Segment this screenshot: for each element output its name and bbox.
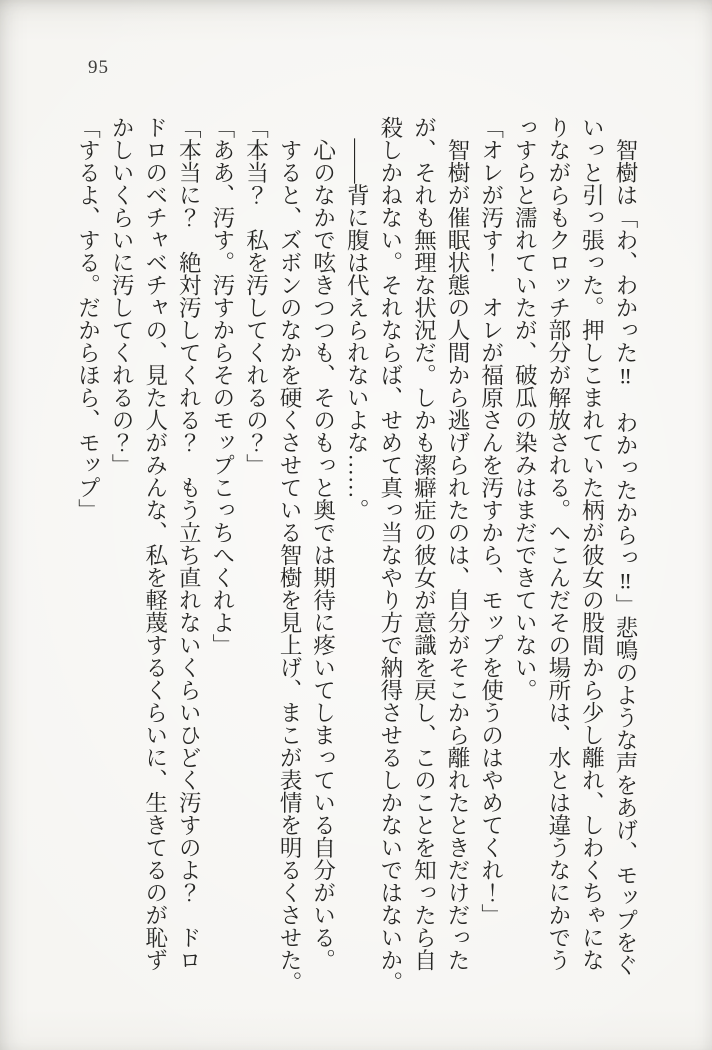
text-line: 「するよ、する。だからほら、モップ」 — [75, 116, 101, 521]
text-line: が、それも無理な状況だ。しかも潔癖症の彼女が意識を戻し、このことを知ったら自 — [411, 116, 437, 971]
page-number: 95 — [88, 57, 109, 78]
text-line: 心のなかで呟きつつも、そのもっと奥では期待に疼いてしまっている自分がいる。 — [310, 116, 336, 971]
text-line: 殺しかねない。それならば、せめて真っ当なやり方で納得させるしかないではないか。 — [377, 116, 403, 994]
text-line: 智樹が催眠状態の人間から逃げられたのは、自分がそこから離れたときだけだった — [445, 116, 471, 971]
text-line: 「ああ、汚す。汚すからそのモップこっちへくれよ」 — [209, 116, 235, 656]
text-line: 智樹は「わ、わかった‼ わかったからっ‼」悲鳴のような声をあげ、モップをぐ — [613, 116, 638, 976]
text-line: りながらもクロッチ部分が解放される。へこんだその場所は、水とは違うなにかでう — [545, 116, 571, 971]
text-line: すると、ズボンのなかを硬くさせている智樹を見上げ、まこが表情を明るくさせた。 — [277, 116, 303, 994]
text-line: ドロのベチャベチャの、見た人がみんな、私を軽蔑するくらいに、生きてるのが恥ず — [142, 116, 168, 971]
text-line: 「本当に？ 絶対汚してくれる？ もう立ち直れないくらいひどく汚すのよ？ ドロ — [176, 116, 202, 971]
text-line: 「オレが汚す！ オレが福原さんを汚すから、モップを使うのはやめてくれ！」 — [478, 116, 504, 926]
text-line: いっと引っ張った。押しこまれていた柄が彼女の股間から少し離れ、しわくちゃにな — [579, 116, 605, 971]
text-line: ――背に腹は代えられないよな……。 — [344, 116, 370, 521]
text-line: 「本当？ 私を汚してくれるの？」 — [243, 116, 269, 476]
body-text — [71, 116, 642, 1021]
text-line: かしいくらいに汚してくれるの？」 — [109, 116, 135, 476]
text-line: っすらと濡れていたが、破瓜の染みはまだできていない。 — [512, 116, 538, 701]
